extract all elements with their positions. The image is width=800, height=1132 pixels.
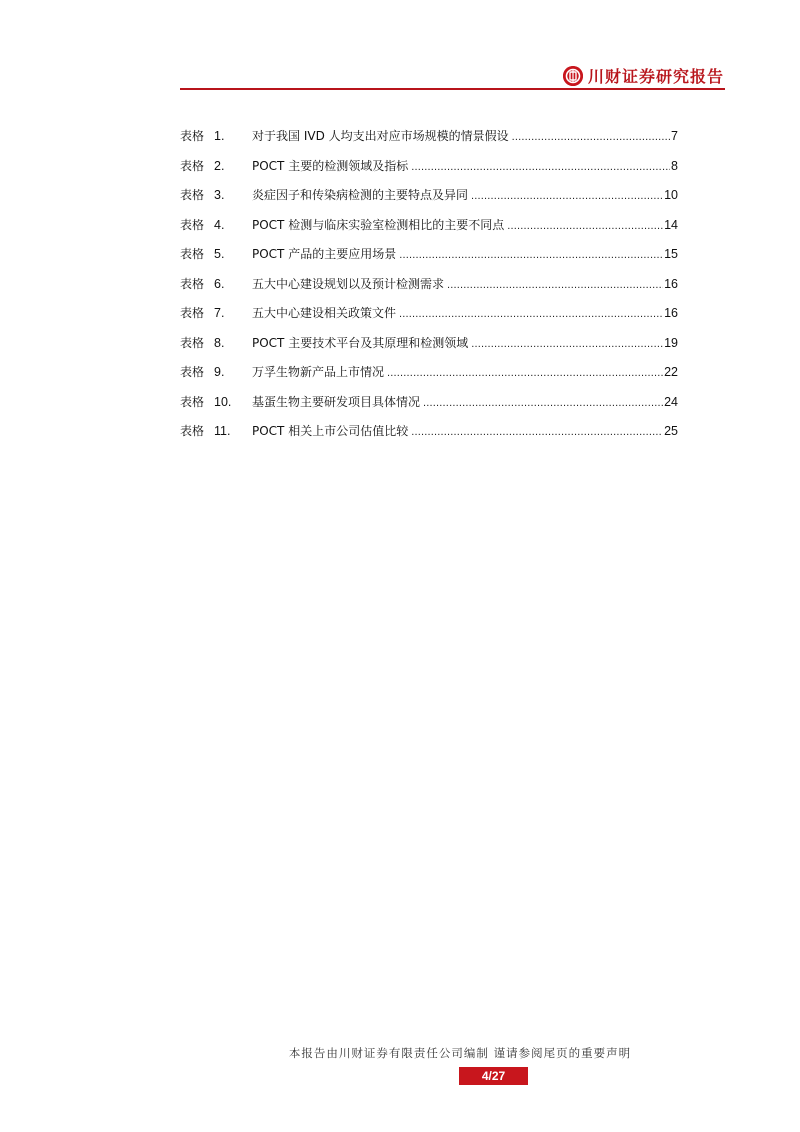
toc-entry-title: POCT 产品的主要应用场景 — [252, 247, 397, 261]
toc-entry-title: 炎症因子和传染病检测的主要特点及异同 — [252, 188, 469, 202]
toc-entry-page: 10 — [664, 188, 678, 202]
header-divider — [180, 88, 725, 90]
header-brand — [563, 64, 724, 87]
toc-entry-prefix: 表格 — [180, 335, 205, 350]
toc-entry[interactable] — [180, 185, 678, 215]
toc-entry-leader — [423, 393, 663, 413]
toc-entry-title: 万孚生物新产品上市情况 — [252, 365, 385, 379]
toc-entry-number: 1. — [214, 129, 225, 143]
toc-entry[interactable] — [180, 392, 678, 422]
toc-entry-page: 16 — [664, 276, 678, 291]
toc-entry-prefix: 表格 — [180, 394, 205, 409]
toc-entry-prefix: 表格 — [180, 247, 205, 261]
toc-entry-page: 8 — [671, 158, 678, 173]
toc-entry-number: 6. — [214, 276, 225, 291]
toc-entry[interactable] — [180, 274, 678, 304]
toc-entry-page: 19 — [664, 335, 678, 350]
toc-entry-page: 16 — [664, 306, 678, 320]
toc-entry-title: 五大中心建设规划以及预计检测需求 — [252, 276, 445, 291]
toc-entry-number: 2. — [214, 158, 225, 173]
toc-entry-title: POCT 主要技术平台及其原理和检测领域 — [252, 335, 469, 350]
toc-entry-number: 8. — [214, 335, 225, 350]
toc-entry[interactable] — [180, 421, 678, 451]
toc-entry[interactable] — [180, 244, 678, 274]
toc-entry-leader — [399, 304, 663, 324]
toc-entry-prefix: 表格 — [180, 217, 205, 232]
toc-entry[interactable] — [180, 126, 678, 156]
toc-entry-leader — [507, 216, 663, 236]
brand-title: 川财证券研究报告 — [587, 67, 724, 86]
toc-entry-number: 10. — [214, 394, 232, 409]
toc-entry-prefix: 表格 — [180, 188, 205, 202]
toc-entry-title: POCT 相关上市公司估值比较 — [252, 424, 409, 438]
toc-entry-title: POCT 检测与临床实验室检测相比的主要不同点 — [252, 217, 505, 232]
toc-entry-number: 3. — [214, 188, 225, 202]
table-of-tables — [180, 126, 678, 451]
toc-entry-leader — [447, 275, 663, 295]
toc-entry-title: 基蛋生物主要研发项目具体情况 — [252, 394, 421, 409]
toc-entry-number: 7. — [214, 306, 225, 320]
toc-entry-number: 9. — [214, 365, 225, 379]
toc-entry-title: 五大中心建设相关政策文件 — [252, 306, 397, 320]
toc-entry[interactable] — [180, 333, 678, 363]
toc-entry-leader — [471, 186, 663, 206]
toc-entry-page: 7 — [671, 129, 678, 143]
toc-entry-leader — [399, 245, 663, 265]
page-number-badge: 4/27 — [459, 1067, 528, 1085]
toc-entry-leader — [512, 127, 670, 147]
toc-entry-prefix: 表格 — [180, 306, 205, 320]
toc-entry-leader — [471, 334, 663, 354]
footer-disclaimer: 本报告由川财证券有限责任公司编制 谨请参阅尾页的重要声明 — [288, 1046, 632, 1060]
chuancai-logo-icon — [563, 66, 583, 86]
toc-entry-page: 25 — [664, 424, 678, 438]
toc-entry[interactable] — [180, 215, 678, 245]
toc-entry-prefix: 表格 — [180, 129, 205, 143]
toc-entry-prefix: 表格 — [180, 365, 205, 379]
toc-entry-number: 11. — [214, 424, 231, 438]
toc-entry-number: 5. — [214, 247, 225, 261]
toc-entry-leader — [387, 363, 663, 383]
toc-entry-page: 14 — [664, 217, 678, 232]
toc-entry-number: 4. — [214, 217, 225, 232]
toc-entry-prefix: 表格 — [180, 158, 205, 173]
toc-entry-title: 对于我国 IVD 人均支出对应市场规模的情景假设 — [252, 129, 509, 143]
toc-entry-prefix: 表格 — [180, 276, 205, 291]
toc-entry-leader — [411, 422, 663, 442]
toc-entry-page: 22 — [664, 365, 678, 379]
toc-entry-page: 15 — [664, 247, 678, 261]
toc-entry-leader — [411, 157, 670, 177]
toc-entry-prefix: 表格 — [180, 424, 205, 438]
toc-entry-page: 24 — [664, 394, 678, 409]
toc-entry[interactable] — [180, 362, 678, 392]
toc-entry[interactable] — [180, 156, 678, 186]
toc-entry[interactable] — [180, 303, 678, 333]
toc-entry-title: POCT 主要的检测领域及指标 — [252, 158, 409, 173]
